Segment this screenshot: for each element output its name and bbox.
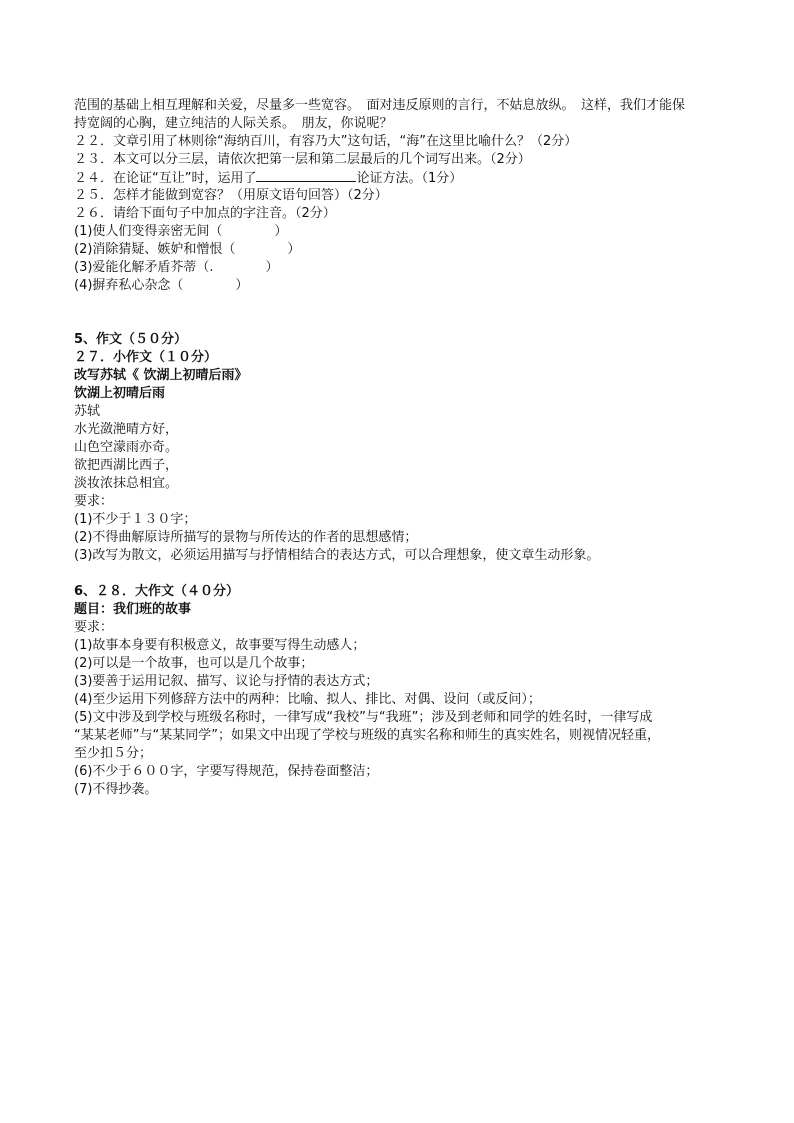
poem-title: 饮湖上初晴后雨 — [74, 386, 166, 401]
spacer — [74, 295, 724, 313]
poem-line: 淡妆浓抹总相宜。 — [74, 476, 179, 491]
question-28-topic: 题目：我们班的故事 — [74, 602, 192, 617]
question-26-item: (4)摒弃私心杂念（ ） — [74, 278, 249, 293]
poem-line: 欲把西湖比西子， — [74, 458, 179, 473]
spacer — [74, 565, 724, 583]
question-24-text-end: 论证方法。（1分） — [356, 171, 463, 186]
requirements-label: 要求： — [74, 494, 114, 509]
composition-heading: 5、作文（５０分） — [74, 332, 188, 347]
poem-line: 水光潋滟晴方好， — [74, 422, 179, 437]
question-22: ２２．文章引用了林则徐“海纳百川，有容乃大”这句话，“海”在这里比喻什么？（2分） — [74, 134, 578, 149]
requirement-item: (3)要善于运用记叙、描写、议论与抒情的表达方式； — [74, 674, 379, 689]
requirement-item: (3)改写为散文，必须运用描写与抒情相结合的表达方式，可以合理想象，使文章生动形象。 — [74, 548, 600, 563]
poem-author: 苏轼 — [74, 404, 101, 419]
requirement-item: (4)至少运用下列修辞方法中的两种：比喻、拟人、排比、对偶、设问（或反问）； — [74, 692, 541, 707]
requirement-item: (1)不少于１３０字； — [74, 512, 197, 527]
passage-text-line: 范围的基础上相互理解和关爱，尽量多一些宽容。 面对违反原则的言行，不姑息放纵。 这样，我们才能保 — [74, 98, 686, 113]
answer-blank — [256, 169, 356, 182]
question-26-item: (1)使人们变得亲密无间（ ） — [74, 224, 288, 239]
question-27-heading: ２７．小作文（１０分） — [74, 350, 218, 365]
requirement-item: “某某老师”与“某某同学”；如果文中出现了学校与班级的真实名称和师生的真实姓名，则视情况轻重， — [74, 728, 660, 743]
requirement-item: 至少扣５分； — [74, 746, 153, 761]
requirement-item: (7)不得抄袭。 — [74, 782, 158, 797]
question-23: ２３．本文可以分三层，请依次把第一层和第二层最后的几个词写出来。（2分） — [74, 152, 531, 167]
question-28-heading: 6、２８．大作文（４０分） — [74, 584, 240, 599]
poem-line: 山色空濛雨亦奇。 — [74, 440, 179, 455]
page-content — [74, 97, 724, 799]
requirement-item: (5)文中涉及到学校与班级名称时，一律写成“我校”与“我班”；涉及到老师和同学的姓名时，一律写成 — [74, 710, 653, 725]
requirements-label: 要求： — [74, 620, 114, 635]
requirement-item: (6)不少于６００字，字要写得规范，保持卷面整洁； — [74, 764, 379, 779]
question-26-item: (2)消除猜疑、嫉妒和憎恨（ ） — [74, 242, 301, 257]
question-27-task: 改写苏轼《 饮湖上初晴后雨》 — [74, 368, 248, 383]
passage-text-line: 持宽阔的心胸，建立纯洁的人际关系。 朋友，你说呢？ — [74, 116, 393, 131]
spacer — [74, 313, 724, 331]
requirement-item: (2)可以是一个故事，也可以是几个故事； — [74, 656, 314, 671]
requirement-item: (1)故事本身要有积极意义，故事要写得生动感人； — [74, 638, 366, 653]
question-24-text: ２４．在论证“互让”时，运用了 — [74, 171, 257, 186]
question-24 — [74, 169, 724, 187]
question-26-item: (3)爱能化解矛盾芥蒂（. ） — [74, 260, 279, 275]
question-25: ２５．怎样才能做到宽容？（用原文语句回答）（2分） — [74, 188, 388, 203]
question-26: ２６．请给下面句子中加点的字注音。（2分） — [74, 206, 336, 221]
requirement-item: (2)不得曲解原诗所描写的景物与所传达的作者的思想感情； — [74, 530, 418, 545]
